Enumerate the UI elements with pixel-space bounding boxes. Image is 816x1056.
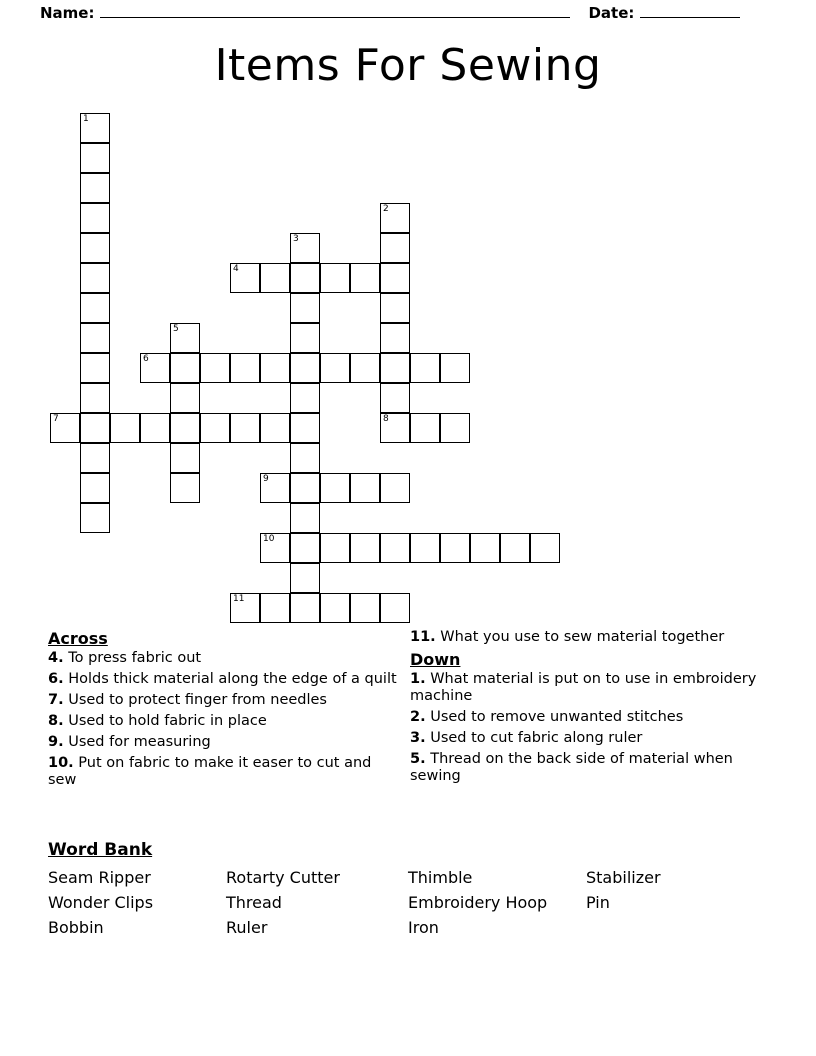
clue-item: [48, 734, 398, 751]
crossword-cell[interactable]: [110, 413, 140, 443]
crossword-cell[interactable]: [230, 413, 260, 443]
clue-text: Thread on the back side of material when sewing: [410, 750, 733, 784]
clue-text: To press fabric out: [63, 650, 202, 666]
crossword-cell[interactable]: [170, 353, 200, 383]
crossword-cell[interactable]: [290, 503, 320, 533]
crossword-cell[interactable]: [350, 263, 380, 293]
clue-text: Used to cut fabric along ruler: [425, 729, 643, 746]
clue-text: Put on fabric to make it easer to cut and sew: [48, 754, 372, 788]
across-clue-list-right: [410, 629, 760, 646]
crossword-cell[interactable]: [80, 293, 110, 323]
crossword-cell[interactable]: [170, 323, 200, 353]
clue-number: 1.: [410, 670, 426, 687]
name-input-line[interactable]: [100, 5, 570, 18]
clue-item: [48, 713, 398, 730]
crossword-cell[interactable]: [260, 263, 290, 293]
clue-text: Holds thick material along the edge of a quilt: [63, 670, 397, 687]
crossword-cell[interactable]: [140, 353, 170, 383]
crossword-cell[interactable]: [80, 413, 110, 443]
crossword-cell[interactable]: [80, 323, 110, 353]
crossword-cell[interactable]: [320, 473, 350, 503]
crossword-cell[interactable]: [320, 263, 350, 293]
clue-item: [48, 671, 398, 688]
crossword-cell[interactable]: [80, 443, 110, 473]
across-clue-list-left: [48, 650, 398, 789]
clue-number: 2.: [410, 708, 426, 725]
page-title: Items For Sewing: [214, 40, 602, 91]
crossword-cell[interactable]: [320, 353, 350, 383]
crossword-cell[interactable]: [410, 533, 440, 563]
crossword-cell[interactable]: [410, 413, 440, 443]
clue-item: [410, 709, 760, 726]
crossword-cell[interactable]: [350, 593, 380, 623]
clue-item: [48, 692, 398, 709]
clue-number: 9.: [48, 733, 64, 750]
crossword-cell-number: 6: [143, 354, 149, 364]
date-label: Date:: [588, 4, 635, 22]
crossword-cell[interactable]: [440, 533, 470, 563]
crossword-cell[interactable]: [290, 473, 320, 503]
crossword-cell-number: 11: [233, 594, 245, 604]
crossword-cell[interactable]: [320, 593, 350, 623]
crossword-cell[interactable]: [380, 413, 410, 443]
crossword-cell[interactable]: [80, 353, 110, 383]
crossword-cell-number: 3: [293, 234, 299, 244]
crossword-cell[interactable]: [380, 593, 410, 623]
crossword-grid[interactable]: [40, 105, 776, 625]
crossword-cell[interactable]: [290, 413, 320, 443]
crossword-cell[interactable]: [380, 263, 410, 293]
crossword-cell[interactable]: [140, 413, 170, 443]
date-input-line[interactable]: [640, 5, 740, 18]
crossword-cell[interactable]: [350, 353, 380, 383]
clue-text: Used for measuring: [63, 733, 211, 750]
crossword-cell[interactable]: [200, 353, 230, 383]
crossword-cell-number: 5: [173, 324, 179, 334]
clue-text: What material is put on to use in embroidery machine: [410, 670, 757, 704]
word-bank-item: Rotarty Cutter: [226, 868, 340, 887]
crossword-cell[interactable]: [380, 293, 410, 323]
crossword-cell-number: 7: [53, 414, 59, 424]
clue-number: 4.: [48, 650, 64, 666]
crossword-cell[interactable]: [80, 173, 110, 203]
clue-number: 6.: [48, 670, 64, 687]
crossword-cell[interactable]: [170, 383, 200, 413]
crossword-cell[interactable]: [80, 113, 110, 143]
crossword-cell[interactable]: [260, 593, 290, 623]
crossword-cell[interactable]: [290, 533, 320, 563]
word-bank-item: Pin: [586, 893, 610, 912]
word-bank-item: Wonder Clips: [48, 893, 154, 912]
down-heading: Down: [410, 649, 461, 669]
crossword-cell[interactable]: [320, 533, 350, 563]
crossword-cell-number: 2: [383, 204, 389, 214]
crossword-cell[interactable]: [500, 533, 530, 563]
clue-item: [410, 730, 760, 747]
clue-item: [48, 755, 398, 789]
crossword-cell[interactable]: [380, 473, 410, 503]
crossword-cell[interactable]: [470, 533, 500, 563]
crossword-cell[interactable]: [290, 563, 320, 593]
crossword-cell[interactable]: [80, 233, 110, 263]
crossword-cell[interactable]: [380, 323, 410, 353]
word-bank-heading: Word Bank: [48, 840, 153, 860]
crossword-cell[interactable]: [230, 593, 260, 623]
crossword-cell[interactable]: [80, 383, 110, 413]
clues-column-right: [410, 629, 760, 789]
clue-number: 7.: [48, 691, 64, 708]
word-bank-item: Embroidery Hoop: [408, 893, 548, 912]
crossword-cell[interactable]: [230, 263, 260, 293]
crossword-cell[interactable]: [290, 353, 320, 383]
crossword-cell[interactable]: [80, 503, 110, 533]
crossword-cell[interactable]: [80, 473, 110, 503]
clue-text: What you use to sew material together: [435, 629, 725, 645]
word-bank-item: Seam Ripper: [48, 868, 151, 887]
crossword-cell[interactable]: [260, 473, 290, 503]
word-bank-list: [48, 868, 768, 937]
crossword-cell[interactable]: [50, 413, 80, 443]
crossword-cell[interactable]: [380, 233, 410, 263]
crossword-cell[interactable]: [440, 413, 470, 443]
crossword-cell[interactable]: [290, 233, 320, 263]
crossword-cell-number: 8: [383, 414, 389, 424]
word-bank-item: Thimble: [408, 868, 473, 887]
crossword-cell[interactable]: [170, 413, 200, 443]
word-bank: [48, 840, 768, 937]
crossword-cell[interactable]: [260, 533, 290, 563]
name-label: Name:: [40, 4, 95, 22]
crossword-cell[interactable]: [260, 353, 290, 383]
crossword-cell[interactable]: [380, 533, 410, 563]
clue-text: Used to hold fabric in place: [63, 712, 267, 729]
clue-item: [410, 751, 760, 785]
crossword-cell[interactable]: [440, 353, 470, 383]
crossword-cell[interactable]: [380, 383, 410, 413]
crossword-cell-number: 9: [263, 474, 269, 484]
clue-item: [410, 629, 760, 646]
word-bank-item: Iron: [408, 918, 439, 937]
word-bank-item: Stabilizer: [586, 868, 661, 887]
across-heading: Across: [48, 629, 108, 648]
clue-text: Used to protect finger from needles: [63, 691, 327, 708]
crossword-cell[interactable]: [260, 413, 290, 443]
crossword-cell[interactable]: [290, 293, 320, 323]
clues-section: [40, 629, 776, 839]
student-info-header: [40, 0, 776, 22]
crossword-cell-number: 10: [263, 534, 275, 544]
crossword-cell[interactable]: [170, 473, 200, 503]
word-bank-item: Ruler: [226, 918, 268, 937]
clue-number: 11.: [410, 629, 436, 645]
crossword-cell-number: 1: [83, 114, 89, 124]
crossword-cell[interactable]: [410, 353, 440, 383]
crossword-cell[interactable]: [80, 143, 110, 173]
down-clue-list: [410, 671, 760, 785]
crossword-cell[interactable]: [170, 443, 200, 473]
crossword-cell[interactable]: [200, 413, 230, 443]
clue-number: 8.: [48, 712, 64, 729]
crossword-cell[interactable]: [80, 263, 110, 293]
crossword-cell[interactable]: [290, 383, 320, 413]
crossword-cell[interactable]: [350, 473, 380, 503]
clues-column-left: [48, 629, 398, 793]
crossword-cell[interactable]: [530, 533, 560, 563]
crossword-cell[interactable]: [350, 533, 380, 563]
word-bank-item: [586, 918, 746, 937]
clue-item: [410, 671, 760, 705]
crossword-cell-number: 4: [233, 264, 239, 274]
clue-number: 10.: [48, 754, 74, 771]
crossword-cell[interactable]: [80, 203, 110, 233]
crossword-cell[interactable]: [290, 593, 320, 623]
crossword-cell[interactable]: [230, 353, 260, 383]
word-bank-item: Thread: [226, 893, 282, 912]
crossword-cell[interactable]: [290, 443, 320, 473]
crossword-cell[interactable]: [290, 323, 320, 353]
clue-text: Used to remove unwanted stitches: [425, 708, 684, 725]
crossword-cell[interactable]: [380, 353, 410, 383]
clue-number: 3.: [410, 729, 426, 746]
clue-number: 5.: [410, 750, 426, 767]
word-bank-item: Bobbin: [48, 918, 104, 937]
crossword-cell[interactable]: [290, 263, 320, 293]
crossword-cell[interactable]: [380, 203, 410, 233]
clue-item: [48, 650, 398, 667]
